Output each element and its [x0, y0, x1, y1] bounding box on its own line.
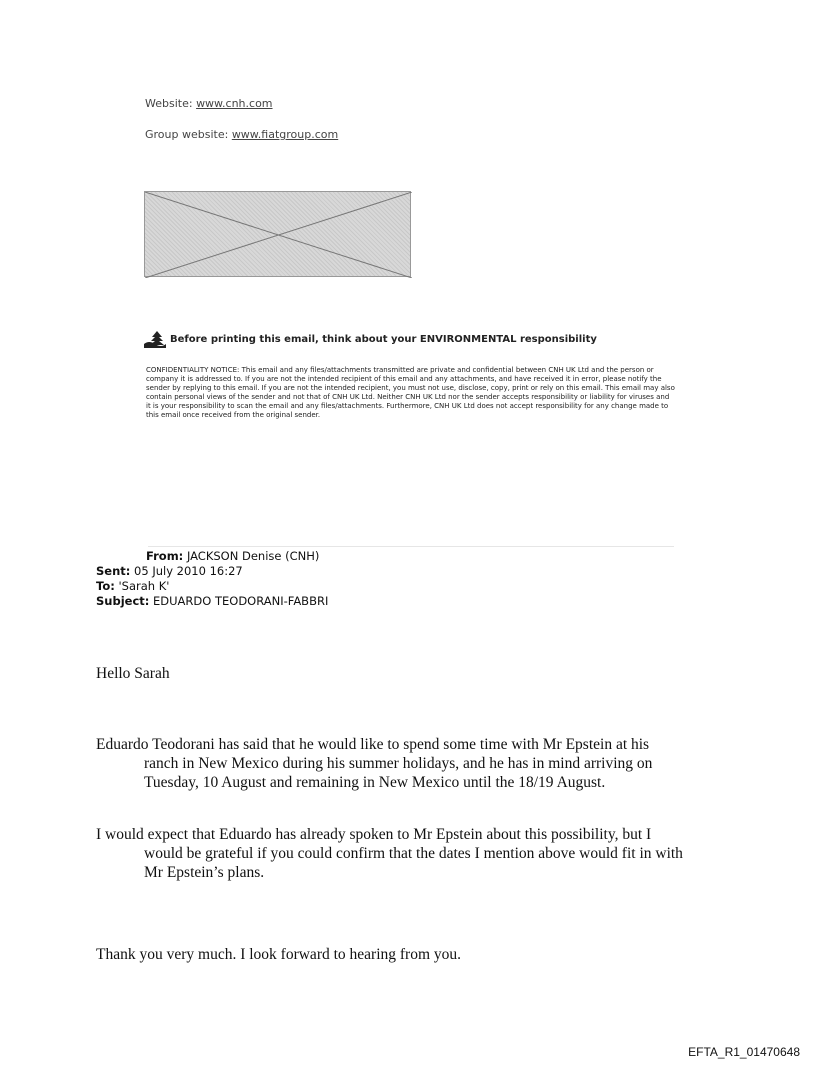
environment-notice-text: Before printing this email, think about your ENVIRONMENTAL responsibility	[170, 334, 597, 345]
to-line	[96, 579, 169, 593]
tree-icon	[143, 330, 167, 348]
sent-line	[96, 564, 243, 578]
website-link[interactable]: www.cnh.com	[196, 97, 273, 110]
greeting: Hello Sarah	[96, 665, 170, 682]
website-line	[145, 97, 273, 110]
subject-value: EDUARDO TEODORANI-FABBRI	[153, 594, 329, 608]
paragraph-2	[96, 825, 686, 882]
broken-image-icon	[145, 192, 412, 278]
sent-value: 05 July 2010 16:27	[134, 564, 243, 578]
closing: Thank you very much. I look forward to hearing from you.	[96, 946, 462, 963]
to-value: 'Sarah K'	[118, 579, 170, 593]
from-label: From:	[146, 549, 184, 563]
divider	[148, 546, 674, 547]
paragraph-2-continuation: would be grateful if you could confirm that the dates I mention above would fit in with Mr Epstein’s plans.	[144, 845, 683, 881]
missing-image-placeholder	[144, 191, 411, 277]
paragraph-1-continuation: ranch in New Mexico during his summer holidays, and he has in mind arriving on Tuesday, 10 August and remaining in New Mexico until the 18/19 August.	[144, 755, 653, 791]
subject-label: Subject:	[96, 594, 150, 608]
paragraph-1-first-line: Eduardo Teodorani has said that he would like to spend some time with Mr Epstein at his	[96, 736, 650, 753]
document-id: EFTA_R1_01470648	[688, 1045, 800, 1059]
to-label: To:	[96, 579, 115, 593]
group-website-link[interactable]: www.fiatgroup.com	[231, 128, 339, 141]
website-label: Website:	[145, 97, 197, 110]
from-value: JACKSON Denise (CNH)	[186, 549, 320, 563]
group-website-line	[145, 128, 338, 141]
confidentiality-notice: CONFIDENTIALITY NOTICE: This email and any files/attachments transmitted are private and confidential between CNH UK Ltd and the person or company it is addressed to. If you are not the intended recipient of this email and any attachments, and have received it in error, please notify the sender by replying to this email. If you are not the intended recipient, you must not use, disclose, copy, print or rely on this email. This email may also contain personal views of the sender and not that of CNH UK Ltd. Neither CNH UK Ltd nor the sender accepts responsibility or liability for viruses and it is your responsibility to scan the email and any files/attachments. Furthermore, CNH UK Ltd does not accept responsibility for any change made to this email once received from the original sender.	[146, 366, 675, 419]
sent-label: Sent:	[96, 564, 131, 578]
paragraph-2-first-line: I would expect that Eduardo has already spoken to Mr Epstein about this possibility, but I	[96, 826, 652, 843]
environment-notice	[143, 330, 597, 348]
from-line	[146, 549, 319, 563]
paragraph-1	[96, 735, 686, 792]
subject-line	[96, 594, 328, 608]
group-website-label: Group website:	[145, 128, 232, 141]
